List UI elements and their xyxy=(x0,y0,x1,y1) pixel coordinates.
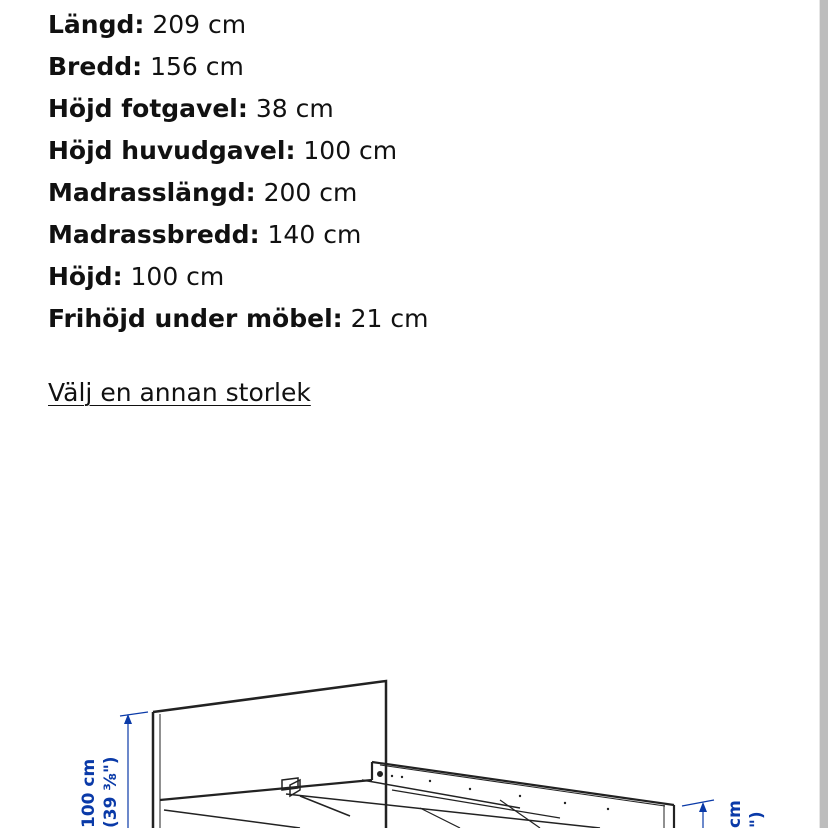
spec-value: 100 cm xyxy=(303,136,398,165)
spec-row-clearance xyxy=(48,298,808,340)
spec-row-footboard-height xyxy=(48,88,808,130)
choose-other-size-link[interactable]: Välj en annan storlek xyxy=(48,378,311,407)
spec-label: Höjd: xyxy=(48,262,123,291)
product-measurements xyxy=(48,4,808,340)
spec-row-width xyxy=(48,46,808,88)
spec-value: 21 cm xyxy=(350,304,429,333)
spec-label: Frihöjd under möbel: xyxy=(48,304,343,333)
scrollbar-track[interactable] xyxy=(820,0,828,828)
spec-value: 140 cm xyxy=(267,220,362,249)
bed-dimension-diagram xyxy=(0,640,814,828)
clearance-dimension-line xyxy=(682,800,714,828)
height-dimension-inches: (39 ⅜") xyxy=(101,756,121,828)
height-dimension-line xyxy=(120,712,148,828)
bed-headboard xyxy=(153,681,386,828)
spec-value: 200 cm xyxy=(263,178,358,207)
spec-label: Madrassbredd: xyxy=(48,220,260,249)
spec-row-mattress-length xyxy=(48,172,808,214)
spec-row-height xyxy=(48,256,808,298)
spec-row-mattress-width xyxy=(48,214,808,256)
spec-row-length xyxy=(48,4,808,46)
spec-label: Bredd: xyxy=(48,52,143,81)
spec-label: Längd: xyxy=(48,10,145,39)
spec-value: 38 cm xyxy=(255,94,334,123)
spec-value: 156 cm xyxy=(150,52,244,81)
clearance-dimension-label: cm xyxy=(725,800,745,828)
spec-label: Höjd huvudgavel: xyxy=(48,136,296,165)
spec-value: 209 cm xyxy=(152,10,247,39)
spec-label: Madrasslängd: xyxy=(48,178,256,207)
spec-label: Höjd fotgavel: xyxy=(48,94,248,123)
spec-value: 100 cm xyxy=(130,262,225,291)
bed-frame xyxy=(160,762,674,828)
height-dimension-label: 100 cm xyxy=(79,758,99,828)
spec-row-headboard-height xyxy=(48,130,808,172)
clearance-dimension-inches: ") xyxy=(747,811,767,828)
